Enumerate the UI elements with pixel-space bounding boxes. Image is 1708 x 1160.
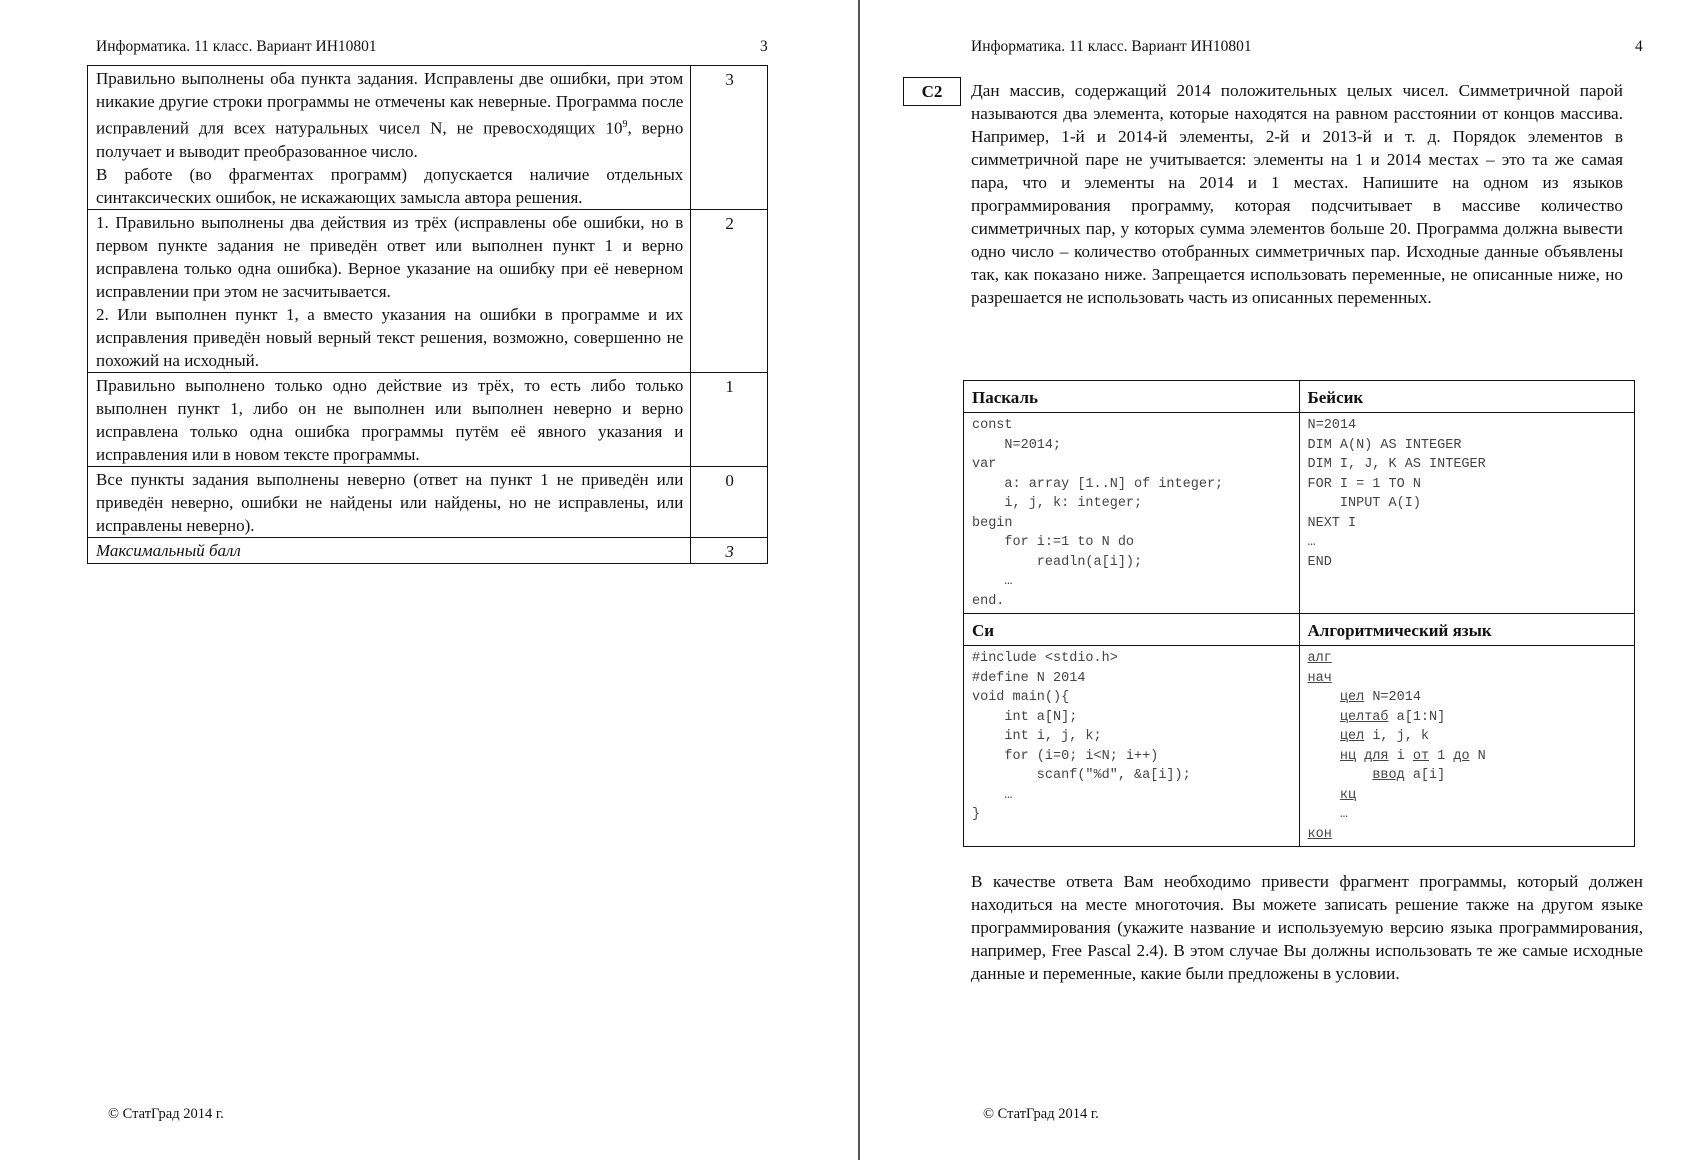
score-cell: 2 xyxy=(691,209,768,372)
keyword: кц xyxy=(1339,787,1357,803)
lang-title-basic: Бейсик xyxy=(1299,381,1635,413)
keyword: ввод xyxy=(1372,768,1405,783)
score-cell: 0 xyxy=(691,466,768,537)
score-cell: 1 xyxy=(691,372,768,466)
page-footer: © СтатГрад 2014 г. xyxy=(983,1106,1099,1122)
task-text: Дан массив, содержащий 2014 положительных целых чисел. Симметричной парой называются два элемента, которые находятся на равном расстоянии от концов массива. Например, 1-й и 2014-й элементы, 2-й и 2013-й и т. д. Порядок элементов в симметричной паре не учитывается: элементы на 1 и 2014 местах – это та же самая пара, что и элементы на 2014 и 1 местах. Напишите на одном из языков программирования программу, которая подсчитывает в массиве количество симметричных пар, у которых сумма элементов больше 20. Программа должна вывести одно число – количество отобранных симметричных пар. Исходные данные объявлены так, как показано ниже. Запрещается использовать переменные, не описанные ниже, но разрешается не использовать часть из описанных переменных. xyxy=(971,81,1623,307)
max-score-label: Максимальный балл xyxy=(88,537,691,563)
code-alg xyxy=(1299,646,1635,847)
keyword: до xyxy=(1453,748,1470,764)
answer-instructions: В качестве ответа Вам необходимо привести фрагмент программы, который должен находиться на месте многоточия. Вы можете записать решение также на другом языке программирования (укажите название и используемую версию языка программирования, например, Free Pascal 2.4). В этом случае Вы должны использовать те же самые исходные данные и переменные, какие были предложены в условии. xyxy=(971,872,1643,983)
criterion-text xyxy=(88,66,691,210)
max-score-value: 3 xyxy=(691,537,768,563)
code-text: … xyxy=(1339,807,1349,822)
keyword: цел xyxy=(1339,690,1365,705)
code-text: N=2014 xyxy=(1364,690,1421,705)
keyword: кон xyxy=(1307,826,1332,842)
criterion-part: , верно получает и выводит преобразованное число. xyxy=(96,118,684,161)
max-score-row xyxy=(88,537,768,563)
criterion-text xyxy=(88,372,691,466)
lang-title-c: Си xyxy=(964,614,1300,646)
code-c: #include <stdio.h> #define N 2014 void main(){ int a[N]; int i, j, k; for (i=0; i<N; i++) scanf("%d", &a[i]); … } xyxy=(964,646,1300,847)
criterion-note: В работе (во фрагментах программ) допускается наличие отдельных синтаксических ошибок, не искажающих замысла автора решения. xyxy=(96,164,684,207)
task-label: C2 xyxy=(903,77,961,106)
page-header: Информатика. 11 класс. Вариант ИН10801 xyxy=(96,38,377,55)
lang-title-alg: Алгоритмический язык xyxy=(1299,614,1635,646)
table-row xyxy=(88,372,768,466)
criterion-part: Правильно выполнено только одно действие из трёх, то есть либо только выполнен пункт 1, либо он не выполнен или выполнен неверно и верно исправлена только одна ошибка программы путём её явного указания и исправления или в новом тексте программы. xyxy=(96,375,684,464)
code-basic: N=2014 DIM A(N) AS INTEGER DIM I, J, K AS INTEGER FOR I = 1 TO N INPUT A(I) NEXT I … END xyxy=(1299,413,1635,614)
page-divider xyxy=(858,0,860,1160)
criterion-text xyxy=(88,466,691,537)
code-text: 1 xyxy=(1429,748,1454,764)
code-table xyxy=(963,380,1635,847)
page-footer: © СтатГрад 2014 г. xyxy=(108,1106,224,1122)
keyword: от xyxy=(1412,748,1430,764)
keyword: нц xyxy=(1339,748,1357,764)
criterion-part: 2. Или выполнен пункт 1, а вместо указания на ошибки в программе и их исправления приведён новый верный текст решения, возможно, совершенно не похожий на исходный. xyxy=(96,304,684,370)
criterion-text xyxy=(88,209,691,372)
keyword: цел xyxy=(1339,729,1365,744)
code-text: N xyxy=(1469,748,1486,764)
code-text: a[1:N] xyxy=(1388,709,1446,725)
table-row xyxy=(88,466,768,537)
page-number: 3 xyxy=(760,38,768,55)
page-header: Информатика. 11 класс. Вариант ИН10801 xyxy=(971,38,1252,55)
table-row xyxy=(88,209,768,372)
code-text: i xyxy=(1388,748,1413,764)
criterion-part: Правильно выполнены оба пункта задания. Исправлены две ошибки, при этом никакие другие строки программы не отмечены как неверные. Программа после исправлений для всех натуральных чисел N, не превосходящих 10 xyxy=(96,69,684,138)
keyword: для xyxy=(1364,748,1389,764)
code-text: a[i] xyxy=(1404,768,1446,783)
criterion-part: 1. Правильно выполнены два действия из трёх (исправлены обе ошибки, но в первом пункте задания не приведён ответ или выполнен пункт 1 и верно исправлена только одна ошибка). Верное указание на ошибку при её неверном исправлении при этом не засчитывается. xyxy=(96,212,684,301)
scoring-table xyxy=(87,65,768,564)
keyword: алг xyxy=(1307,651,1332,666)
code-text: i, j, k xyxy=(1364,729,1430,744)
code-pascal: const N=2014; var a: array [1..N] of integer; i, j, k: integer; begin for i:=1 to N do readln(a[i]); … end. xyxy=(964,413,1300,614)
criterion-part: Все пункты задания выполнены неверно (ответ на пункт 1 не приведён или приведён неверно, ошибки не найдены или найдены, но не исправлены, или исправлены неверно). xyxy=(96,469,684,535)
lang-title-pascal: Паскаль xyxy=(964,381,1300,413)
table-row xyxy=(88,66,768,210)
exponent: 9 xyxy=(622,119,628,130)
page-number: 4 xyxy=(1635,38,1643,55)
keyword: целтаб xyxy=(1339,709,1389,725)
keyword: нач xyxy=(1307,670,1332,686)
score-cell: 3 xyxy=(691,66,768,210)
